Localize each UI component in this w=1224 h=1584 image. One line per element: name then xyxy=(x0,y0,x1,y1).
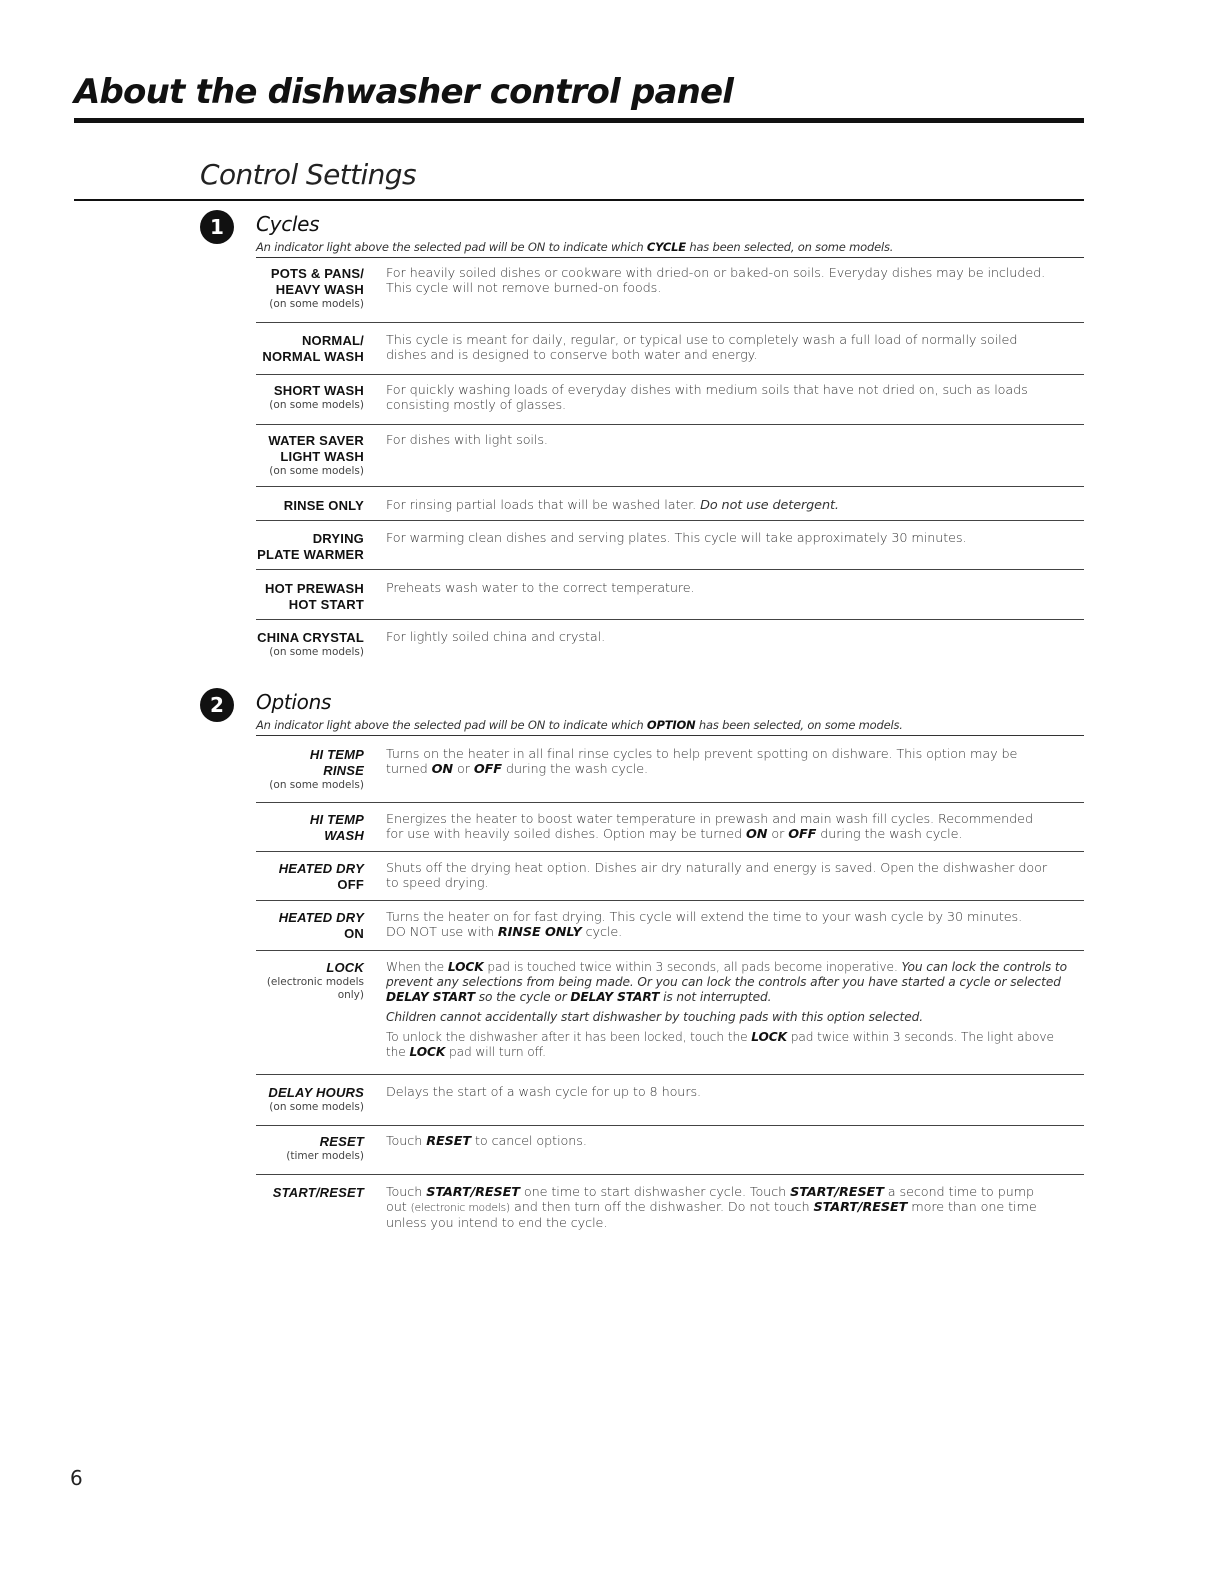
title-rule xyxy=(74,118,1084,123)
options-number-badge: 2 xyxy=(200,688,234,722)
cycle-label: RINSE ONLY xyxy=(283,498,364,513)
cycle-row-drying xyxy=(256,531,1084,570)
cycle-description: Preheats wash water to the correct temperature. xyxy=(386,581,695,596)
cycle-row-rinse-only xyxy=(256,498,1084,521)
cycle-description: For quickly washing loads of everyday dishes with medium soils that have not dried on, such as loads consisting mostly of glasses. xyxy=(386,383,1028,413)
option-row-heated-dry-off xyxy=(256,861,1084,901)
option-description: Touch START/RESET one time to start dishwasher cycle. Touch START/RESET a second time to pump out (electronic models) and then turn off the dishwasher. Do not touch START/RESET more than one time unless you intend to end the cycle. xyxy=(386,1185,1037,1231)
cycle-row-china-crystal xyxy=(256,630,1084,666)
cycle-row-hot-prewash xyxy=(256,581,1084,620)
cycles-header xyxy=(210,212,1084,258)
option-label: HI TEMP WASH xyxy=(309,812,364,843)
section-title: Control Settings xyxy=(200,158,416,191)
cycle-description: For dishes with light soils. xyxy=(386,433,548,448)
option-description: Energizes the heater to boost water temperature in prewash and main wash fill cycles. Recommended for use with heavily soiled dishes. Option may be turned ON or OFF during the wash cycle. xyxy=(386,812,1033,842)
cycles-description: An indicator light above the selected pad will be ON to indicate which CYCLE has been selected, on some models. xyxy=(256,240,1084,258)
cycle-label: POTS & PANS/ HEAVY WASH (on some models) xyxy=(269,266,364,310)
option-row-hi-temp-rinse xyxy=(256,747,1084,803)
cycle-description: For rinsing partial loads that will be washed later. Do not use detergent. xyxy=(386,498,839,513)
option-label: RESET (timer models) xyxy=(286,1134,364,1162)
options-title: Options xyxy=(256,690,332,714)
cycle-row-short-wash xyxy=(256,383,1084,425)
option-label: HEATED DRY ON xyxy=(278,910,364,941)
option-label: HEATED DRY OFF xyxy=(278,861,364,892)
option-label: LOCK (electronic models only) xyxy=(266,960,364,1001)
option-row-hi-temp-wash xyxy=(256,812,1084,852)
option-description: Turns on the heater in all final rinse cycles to help prevent spotting on dishware. This option may be turned ON or OFF during the wash cycle. xyxy=(386,747,1018,777)
option-description: Shuts off the drying heat option. Dishes air dry naturally and energy is saved. Open the dishwasher door to speed drying. xyxy=(386,861,1047,891)
cycle-label: CHINA CRYSTAL (on some models) xyxy=(257,630,364,658)
options-description: An indicator light above the selected pad will be ON to indicate which OPTION has been selected, on some models. xyxy=(256,718,1084,736)
option-label: DELAY HOURS (on some models) xyxy=(268,1085,364,1113)
cycle-description: For heavily soiled dishes or cookware with dried-on or baked-on soils. Everyday dishes may be included. This cycle will not remove burned-on foods. xyxy=(386,266,1046,296)
page-title: About the dishwasher control panel xyxy=(74,72,734,112)
cycle-row-water-saver xyxy=(256,433,1084,487)
option-description: Turns the heater on for fast drying. This cycle will extend the time to your wash cycle by 30 minutes. DO NOT use with RINSE ONLY cycle. xyxy=(386,910,1023,940)
cycle-label: NORMAL/ NORMAL WASH xyxy=(262,333,364,364)
option-row-lock xyxy=(256,960,1084,1075)
option-description: Delays the start of a wash cycle for up to 8 hours. xyxy=(386,1085,702,1100)
section-rule xyxy=(74,199,1084,201)
cycles-number-badge: 1 xyxy=(200,210,234,244)
cycle-description: For lightly soiled china and crystal. xyxy=(386,630,606,645)
cycles-title: Cycles xyxy=(256,212,320,236)
cycle-label: WATER SAVER LIGHT WASH (on some models) xyxy=(268,433,364,477)
cycle-label: SHORT WASH (on some models) xyxy=(269,383,364,411)
option-label: START/RESET xyxy=(272,1185,364,1200)
option-row-start-reset xyxy=(256,1185,1084,1235)
cycle-description: This cycle is meant for daily, regular, or typical use to completely wash a full load of normally soiled dishes and is designed to conserve both water and energy. xyxy=(386,333,1018,363)
page-number: 6 xyxy=(70,1466,83,1490)
cycle-label: DRYING PLATE WARMER xyxy=(257,531,364,562)
option-label: HI TEMP RINSE (on some models) xyxy=(269,747,364,791)
cycle-row-pots-pans xyxy=(256,266,1084,323)
option-row-heated-dry-on xyxy=(256,910,1084,951)
cycle-description: For warming clean dishes and serving plates. This cycle will take approximately 30 minutes. xyxy=(386,531,967,546)
options-header xyxy=(210,690,1084,736)
cycle-row-normal xyxy=(256,333,1084,375)
option-description: Touch RESET to cancel options. xyxy=(386,1134,587,1149)
option-description: When the LOCK pad is touched twice within 3 seconds, all pads become inoperative. You can lock the controls to prevent any selections from being made. Or you can lock the controls after you have started a cycle or selected DELAY START so the cycle or DELAY START is not interrupted. Children cannot accidentally start dishwasher by touching pads with this option selected. To unlock the dishwasher after it has been locked, touch the LOCK pad twice within 3 seconds. The light above the LOCK pad will turn off. xyxy=(386,960,1067,1059)
option-row-reset xyxy=(256,1134,1084,1175)
cycle-label: HOT PREWASH HOT START xyxy=(265,581,364,612)
option-row-delay-hours xyxy=(256,1085,1084,1126)
